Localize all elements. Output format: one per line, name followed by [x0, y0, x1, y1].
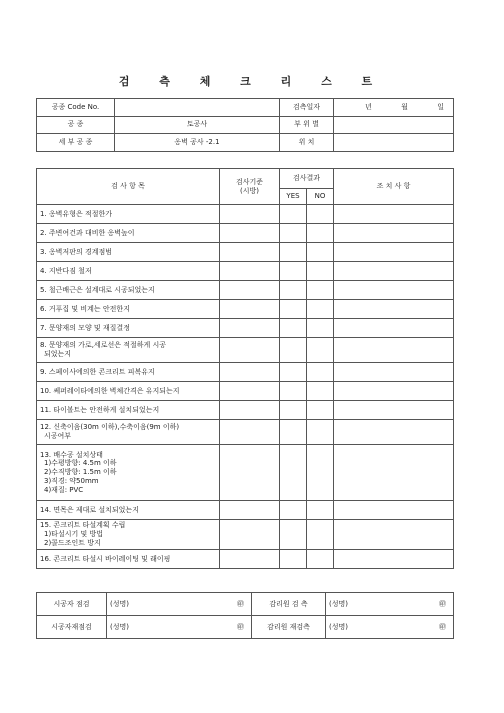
yes-cell[interactable]	[280, 382, 307, 401]
standard-cell[interactable]	[220, 338, 280, 363]
checklist-row	[37, 281, 454, 300]
checklist-item-line: 3)직경: 약50mm	[44, 476, 99, 485]
action-cell[interactable]	[334, 319, 454, 338]
no-cell[interactable]	[307, 363, 334, 382]
action-cell[interactable]	[334, 501, 454, 520]
standard-cell[interactable]	[220, 520, 280, 550]
action-cell[interactable]	[334, 520, 454, 550]
standard-cell[interactable]	[220, 363, 280, 382]
action-cell[interactable]	[334, 382, 454, 401]
no-cell[interactable]	[307, 300, 334, 319]
no-cell[interactable]	[307, 445, 334, 501]
action-cell[interactable]	[334, 243, 454, 262]
checklist-row	[37, 401, 454, 420]
checklist-item	[37, 520, 220, 550]
code-label: 공종 Code No.	[37, 99, 115, 117]
checklist-row	[37, 420, 454, 445]
checklist-item-line: 3. 옹벽저판의 경계점범	[40, 247, 112, 256]
date-day: 일	[437, 102, 444, 111]
yes-cell[interactable]	[280, 401, 307, 420]
inspector-label: 감리원 검 측	[252, 593, 326, 616]
standard-cell[interactable]	[220, 420, 280, 445]
inspector-seal: ㊞	[439, 599, 446, 608]
inspector-recheck-label: 감리원 재검측	[252, 616, 326, 639]
standard-cell[interactable]	[220, 243, 280, 262]
yes-header: YES	[280, 189, 307, 205]
checklist-item	[37, 501, 220, 520]
no-cell[interactable]	[307, 401, 334, 420]
action-cell[interactable]	[334, 281, 454, 300]
checklist-item	[37, 550, 220, 569]
checklist-item-line: 1. 옹벽유형은 적절한가	[40, 209, 112, 218]
checklist-item-line: 14. 면목은 제대로 설치되었는지	[40, 505, 139, 514]
no-cell[interactable]	[307, 243, 334, 262]
checklist-row	[37, 243, 454, 262]
standard-header	[220, 169, 280, 205]
checklist-item-line: 4)재질: PVC	[44, 485, 84, 494]
location-value[interactable]	[334, 134, 454, 152]
standard-cell[interactable]	[220, 224, 280, 243]
contractor-seal: ㊞	[237, 599, 244, 608]
standard-cell[interactable]	[220, 205, 280, 224]
checklist-item-line: 4. 지반다짐 철저	[40, 266, 92, 275]
yes-cell[interactable]	[280, 243, 307, 262]
contractor-signature[interactable]	[107, 593, 252, 616]
checklist-item	[37, 262, 220, 281]
checklist-row	[37, 501, 454, 520]
inspector-recheck-seal: ㊞	[439, 622, 446, 631]
standard-cell[interactable]	[220, 501, 280, 520]
yes-cell[interactable]	[280, 338, 307, 363]
checklist-item	[37, 401, 220, 420]
checklist-item	[37, 319, 220, 338]
yes-cell[interactable]	[280, 262, 307, 281]
yes-cell[interactable]	[280, 520, 307, 550]
checklist-item-line: 시공여부	[44, 432, 72, 440]
checklist-item-line: 2)콜드조인트 방지	[44, 538, 101, 547]
no-cell[interactable]	[307, 262, 334, 281]
checklist-item-line: 13. 배수공 설치상태	[40, 450, 103, 459]
inspector-recheck-name: (성명)	[329, 622, 348, 631]
checklist-row	[37, 520, 454, 550]
checklist-row	[37, 338, 454, 363]
contractor-recheck-signature[interactable]	[107, 616, 252, 639]
checklist-row	[37, 262, 454, 281]
checklist-item-line: 12. 신축이음(30m 이하),수축이음(9m 이하)	[40, 423, 180, 432]
work-value[interactable]: 토공사	[115, 116, 280, 134]
date-year: 년	[365, 102, 372, 111]
no-cell[interactable]	[307, 224, 334, 243]
standard-cell[interactable]	[220, 262, 280, 281]
yes-cell[interactable]	[280, 363, 307, 382]
no-cell[interactable]	[307, 420, 334, 445]
action-cell[interactable]	[334, 224, 454, 243]
checklist-item	[37, 420, 220, 445]
action-cell[interactable]	[334, 338, 454, 363]
standard-cell[interactable]	[220, 401, 280, 420]
checklist-item-line: 2)수직방향: 1.5m 이하	[44, 468, 117, 477]
checklist-item-line: 7. 문양재의 모양 및 재질결정	[40, 323, 130, 332]
yes-cell[interactable]	[280, 300, 307, 319]
checklist-item-line: 5. 철근배근은 설계대로 시공되었는지	[40, 285, 155, 294]
action-cell[interactable]	[334, 550, 454, 569]
yes-cell[interactable]	[280, 205, 307, 224]
checklist-item-line: 16. 콘크리트 타설시 바이레이팅 및 래이핑	[40, 554, 171, 563]
result-header: 검사결과	[280, 169, 334, 189]
contractor-name: (성명)	[110, 599, 129, 608]
yes-cell[interactable]	[280, 281, 307, 300]
checklist-row	[37, 300, 454, 319]
contractor-recheck-name: (성명)	[110, 622, 129, 631]
work-label: 공 종	[37, 116, 115, 134]
action-cell[interactable]	[334, 401, 454, 420]
no-cell[interactable]	[307, 501, 334, 520]
standard-header-line2: (시방)	[240, 186, 259, 195]
checklist-item	[37, 281, 220, 300]
action-cell[interactable]	[334, 420, 454, 445]
contractor-label: 시공자 점검	[37, 593, 107, 616]
date-value[interactable]	[334, 99, 454, 117]
action-cell[interactable]	[334, 363, 454, 382]
action-header: 조 치 사 항	[334, 169, 454, 205]
date-label: 검측일자	[280, 99, 334, 117]
detail-value[interactable]: 옹벽 공사 -2.1	[115, 134, 280, 152]
detail-label: 세 부 공 종	[37, 134, 115, 152]
inspector-recheck-signature[interactable]	[326, 616, 454, 639]
checklist-item-line: 1)타설시기 및 방법	[44, 530, 103, 539]
header-table	[36, 98, 454, 152]
checklist-row	[37, 363, 454, 382]
signature-table	[36, 592, 454, 639]
standard-cell[interactable]	[220, 300, 280, 319]
no-cell[interactable]	[307, 520, 334, 550]
checklist-item	[37, 338, 220, 363]
checklist-item	[37, 205, 220, 224]
checklist-item	[37, 300, 220, 319]
no-cell[interactable]	[307, 205, 334, 224]
checklist-row	[37, 205, 454, 224]
checklist-row	[37, 319, 454, 338]
action-cell[interactable]	[334, 300, 454, 319]
no-cell[interactable]	[307, 338, 334, 363]
yes-cell[interactable]	[280, 224, 307, 243]
checklist-row	[37, 224, 454, 243]
inspector-name: (성명)	[329, 599, 348, 608]
checklist-item	[37, 382, 220, 401]
yes-cell[interactable]	[280, 550, 307, 569]
checklist-item	[37, 445, 220, 501]
checklist-table	[36, 168, 454, 569]
no-cell[interactable]	[307, 550, 334, 569]
checklist-item-line: 1)수평방향: 4.5m 이하	[44, 459, 117, 468]
checklist-item-line: 10. 쎄퍼레이타에의한 벽체간격은 유지되는지	[40, 386, 180, 395]
inspector-signature[interactable]	[326, 593, 454, 616]
yes-cell[interactable]	[280, 445, 307, 501]
standard-cell[interactable]	[220, 281, 280, 300]
checklist-item	[37, 363, 220, 382]
location-label: 위 치	[280, 134, 334, 152]
no-cell[interactable]	[307, 382, 334, 401]
yes-cell[interactable]	[280, 420, 307, 445]
action-cell[interactable]	[334, 205, 454, 224]
checklist-row	[37, 550, 454, 569]
no-header: NO	[307, 189, 334, 205]
checklist-row	[37, 445, 454, 501]
items-header: 검 사 항 목	[37, 169, 220, 205]
code-value[interactable]	[115, 99, 280, 117]
checklist-item-line: 2. 주변여건과 대비한 옹벽높이	[40, 228, 135, 237]
checklist-item-line: 6. 거푸집 및 비계는 안전한지	[40, 304, 130, 313]
standard-cell[interactable]	[220, 382, 280, 401]
part-value[interactable]	[334, 116, 454, 134]
checklist-item	[37, 243, 220, 262]
yes-cell[interactable]	[280, 501, 307, 520]
standard-cell[interactable]	[220, 445, 280, 501]
checklist-row	[37, 382, 454, 401]
contractor-recheck-seal: ㊞	[237, 622, 244, 631]
standard-cell[interactable]	[220, 319, 280, 338]
part-label: 부 위 별	[280, 116, 334, 134]
checklist-item-line: 8. 문양재의 가로,세로선은 적절하게 시공	[40, 341, 166, 350]
checklist-item-line: 15. 콘크리트 타설계획 수립	[40, 521, 126, 530]
checklist-item-line: 되었는지	[44, 350, 72, 358]
standard-cell[interactable]	[220, 550, 280, 569]
contractor-recheck-label: 시공자재점검	[37, 616, 107, 639]
no-cell[interactable]	[307, 281, 334, 300]
checklist-item-line: 11. 타이볼트는 안전하게 설치되었는지	[40, 405, 160, 414]
document-title: 검 측 체 크 리 스 트	[118, 75, 386, 88]
checklist-item-line: 9. 스페이사에의한 콘크리트 피복유지	[40, 367, 155, 376]
yes-cell[interactable]	[280, 319, 307, 338]
action-cell[interactable]	[334, 445, 454, 501]
no-cell[interactable]	[307, 319, 334, 338]
action-cell[interactable]	[334, 262, 454, 281]
date-month: 월	[401, 102, 408, 111]
standard-header-line1: 검사기준	[235, 177, 264, 186]
checklist-item	[37, 224, 220, 243]
